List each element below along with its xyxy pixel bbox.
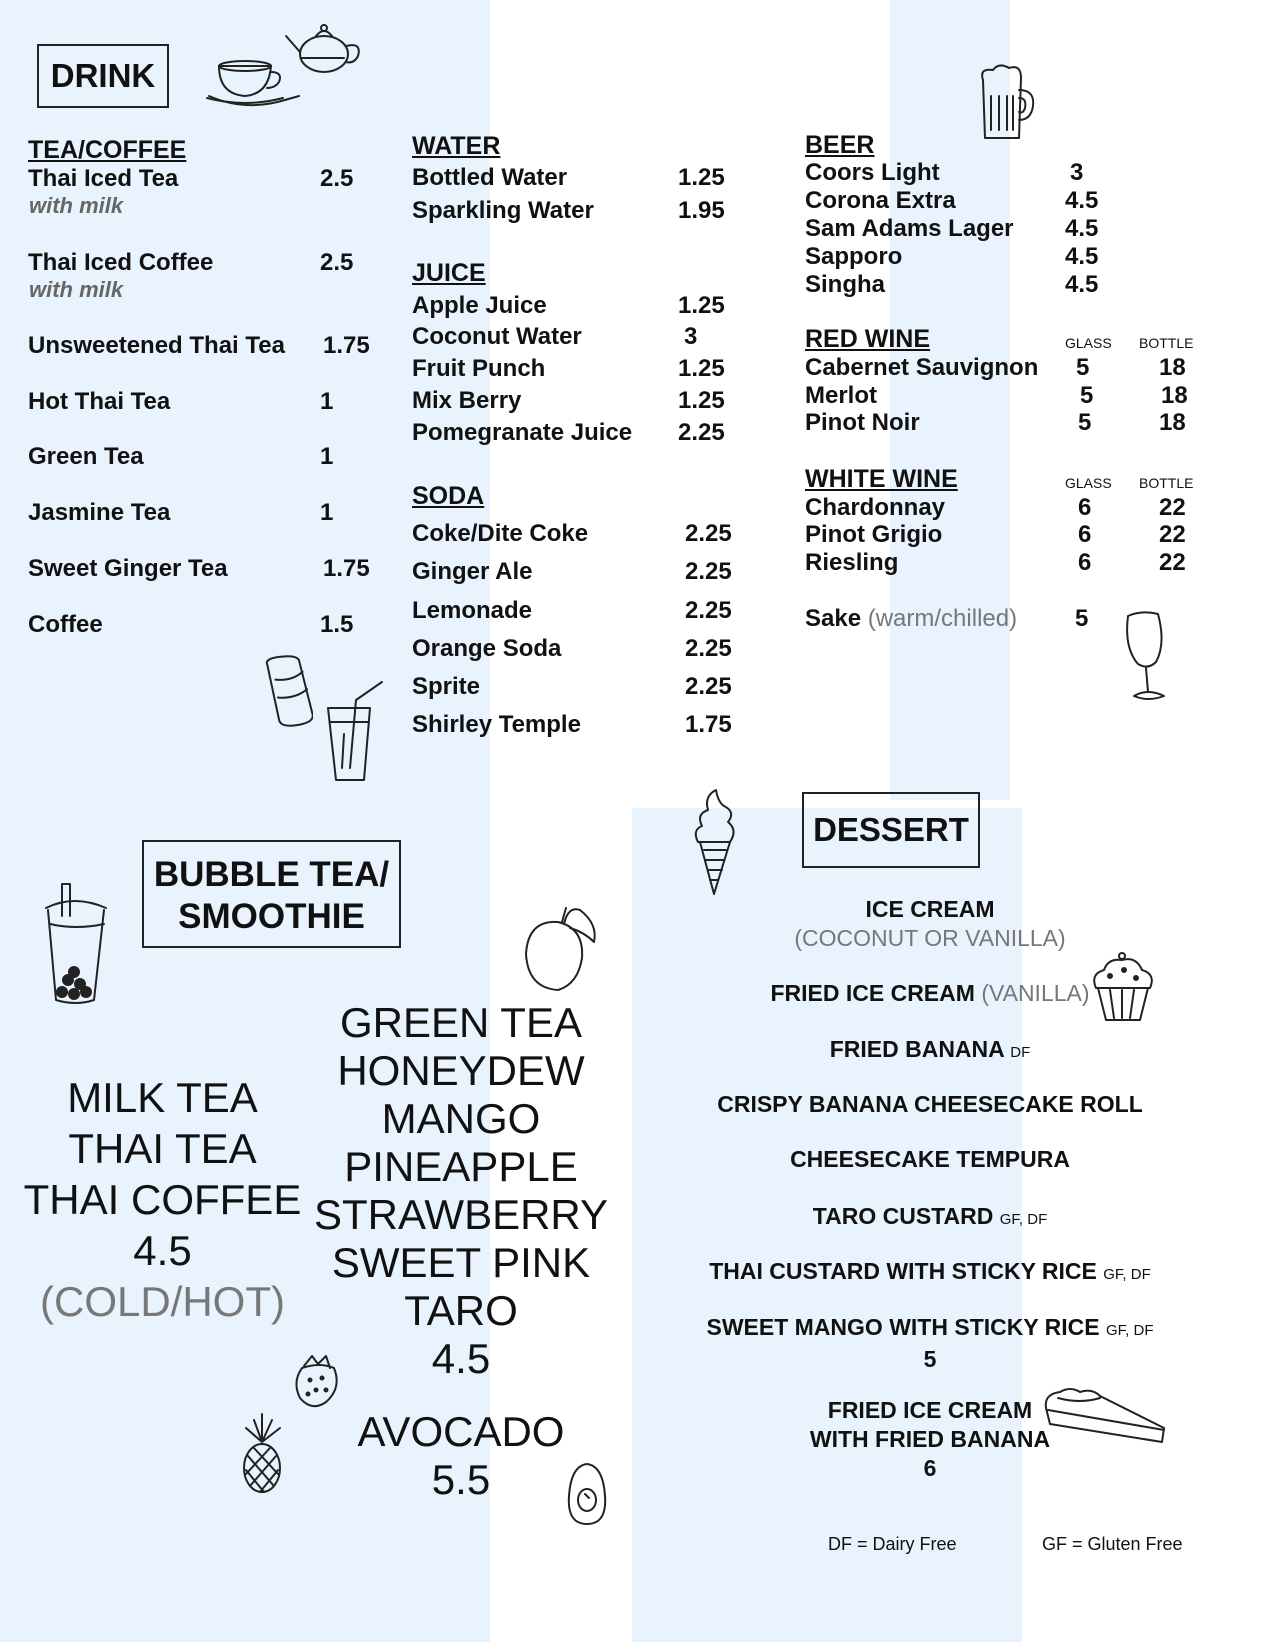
glass-price: 6 [1078,521,1092,548]
dessert-name: FRIED BANANA [829,1036,1004,1062]
menu-item-price: 4.5 [1065,243,1099,270]
menu-item-price: 1.95 [678,197,725,224]
glass-price: 5 [1078,409,1092,436]
menu-item-price: 3 [1070,159,1084,186]
sake-item [805,605,1017,633]
menu-item-note: with milk [29,277,124,302]
dessert-tag: GF, DF [999,1211,1048,1228]
dessert-crispy-roll [670,1090,1190,1119]
dessert-sweet-mango [670,1313,1190,1374]
menu-item-name: Thai Iced Tea [28,165,179,192]
bubble-left-item: THAI TEA [68,1125,257,1172]
menu-item-name: Unsweetened Thai Tea [28,332,285,359]
menu-item-price: 1 [320,388,334,415]
dessert-name: CRISPY BANANA CHEESECAKE ROLL [717,1091,1143,1117]
dessert-ice-cream [670,895,1190,953]
bubble-tea-title [142,840,401,948]
tea-coffee-heading: TEA/COFFEE [28,136,187,164]
sake-name: Sake [805,605,862,632]
avocado-price: 5.5 [431,1456,491,1503]
glass-straw-icon [322,678,386,784]
menu-item-name: Bottled Water [412,164,568,191]
dessert-thai-custard [670,1257,1190,1289]
glass-price: 6 [1078,494,1092,521]
bubble-right-item: MANGO [381,1095,541,1142]
menu-item-name: Ginger Ale [412,558,533,585]
menu-item-price: 3 [684,323,698,350]
menu-item-name: Coors Light [805,159,940,186]
menu-item-name: Sprite [412,673,481,700]
bubble-right-item: HONEYDEW [337,1047,585,1094]
dessert-title-text: DESSERT [813,811,969,848]
glass-price: 5 [1080,382,1094,409]
menu-item-name: Mix Berry [412,387,522,414]
avocado-label: AVOCADO [357,1408,565,1455]
bottle-price: 18 [1161,382,1188,409]
dessert-price: 6 [923,1455,937,1481]
menu-item-name: Merlot [805,382,877,409]
menu-item-price: 1.25 [678,355,725,382]
dessert-taro [670,1202,1190,1234]
bubble-left-list [0,1072,325,1327]
legend-dairy-free: DF = Dairy Free [828,1534,957,1554]
menu-item-name: Orange Soda [412,635,562,662]
strawberry-icon [290,1352,344,1412]
menu-item-price: 4.5 [1065,187,1099,214]
menu-item-price: 1.75 [685,711,732,738]
menu-item-name: Cabernet Sauvignon [805,354,1039,381]
white-wine-heading: WHITE WINE [805,465,958,493]
menu-item-name: Coke/Dite Coke [412,520,589,547]
dessert-name: THAI CUSTARD WITH STICKY RICE [709,1258,1097,1284]
mango-icon [518,904,604,994]
wine-glass-icon [1120,608,1170,704]
menu-item-name: Thai Iced Coffee [28,249,214,276]
dessert-title [802,792,980,868]
legend-gluten-free: GF = Gluten Free [1042,1534,1183,1554]
bubble-left-item: THAI COFFEE [23,1176,302,1223]
red-wine-heading: RED WINE [805,325,930,353]
menu-item-price: 2.25 [685,597,732,624]
menu-item-price: 1.25 [678,387,725,414]
menu-item-price: 2.25 [685,673,732,700]
dessert-name: CHEESECAKE TEMPURA [790,1146,1070,1172]
menu-item-name: Shirley Temple [412,711,581,738]
beer-mug-icon [975,62,1039,144]
bubble-right-price: 4.5 [431,1335,491,1382]
background-stripe-left [0,0,490,1642]
juice-heading: JUICE [412,259,486,287]
bubble-right-item: SWEET PINK [331,1239,591,1286]
teapot-icon [282,22,364,80]
dessert-tag: GF, DF [1103,1266,1151,1283]
soda-heading: SODA [412,482,485,510]
menu-item-name: Apple Juice [412,292,547,319]
menu-item-price: 1 [320,443,334,470]
dessert-name: ICE CREAM [865,896,995,922]
menu-item-name: Fruit Punch [412,355,546,382]
dessert-name: SWEET MANGO WITH STICKY RICE [706,1314,1100,1340]
menu-item-name: Sweet Ginger Tea [28,555,228,582]
bubble-left-item: MILK TEA [67,1074,258,1121]
bottle-label: BOTTLE [1139,475,1194,491]
avocado-icon [563,1460,611,1528]
menu-item-name: Jasmine Tea [28,499,171,526]
bubble-right-item: GREEN TEA [340,999,582,1046]
ice-cream-cone-icon [690,786,740,898]
dessert-fried-banana [670,1035,1190,1067]
menu-item-price: 1.75 [323,555,370,582]
glass-price: 6 [1078,549,1092,576]
water-heading: WATER [412,132,501,160]
drink-title [37,44,169,108]
bubble-right-item: PINEAPPLE [344,1143,578,1190]
menu-item-name: Lemonade [412,597,533,624]
menu-item-name: Singha [805,271,886,298]
menu-item-name: Sparkling Water [412,197,594,224]
menu-item-name: Coffee [28,611,103,638]
dessert-note: (VANILLA) [981,980,1090,1006]
bubble-right-item: TARO [404,1287,518,1334]
bubble-tea-title-line1: BUBBLE TEA/ [153,855,390,894]
dessert-price: 5 [923,1346,937,1372]
dessert-tag: GF, DF [1106,1322,1154,1339]
menu-item-name: Pomegranate Juice [412,419,633,446]
menu-item-price: 1 [320,499,334,526]
dessert-tempura [670,1145,1190,1174]
glass-label: GLASS [1065,335,1112,351]
glass-price: 5 [1076,354,1090,381]
menu-item-price: 2.25 [685,558,732,585]
glass-label: GLASS [1065,475,1112,491]
beer-heading: BEER [805,131,875,159]
sake-note: (warm/chilled) [867,605,1018,632]
menu-item-name: Sam Adams Lager [805,215,1014,242]
dessert-note: (COCONUT OR VANILLA) [794,925,1066,951]
menu-item-name: Hot Thai Tea [28,388,171,415]
menu-item-name: Sapporo [805,243,903,270]
bubble-right-list [310,999,612,1383]
dessert-fried-ice-cream [670,979,1190,1008]
drink-title-text: DRINK [50,57,156,94]
menu-item-name: Coconut Water [412,323,582,350]
sake-price: 5 [1075,605,1089,632]
menu-item-price: 4.5 [1065,271,1099,298]
bubble-right-item: STRAWBERRY [313,1191,609,1238]
dessert-tag: DF [1010,1044,1031,1061]
menu-item-name: Corona Extra [805,187,956,214]
bottle-price: 22 [1159,494,1186,521]
bottle-price: 22 [1159,521,1186,548]
menu-item-name: Pinot Noir [805,409,920,436]
menu-item-name: Riesling [805,549,899,576]
menu-item-price: 1.5 [320,611,354,638]
bubble-left-price: 4.5 [133,1227,192,1274]
menu-item-price: 1.25 [678,292,725,319]
bubble-left-note: (COLD/HOT) [40,1278,285,1325]
dessert-name: TARO CUSTARD [812,1203,994,1229]
menu-item-price: 4.5 [1065,215,1099,242]
bottle-price: 18 [1159,354,1186,381]
menu-item-price: 2.25 [678,419,725,446]
menu-item-name: Green Tea [28,443,144,470]
menu-item-price: 2.25 [685,520,732,547]
pineapple-icon [234,1412,290,1496]
menu-item-price: 2.5 [320,165,354,192]
bubble-tea-title-line2: SMOOTHIE [178,897,365,936]
dessert-name: FRIED ICE CREAM [770,980,975,1006]
menu-item-price: 2.5 [320,249,354,276]
bottle-price: 18 [1159,409,1186,436]
menu-item-price: 1.25 [678,164,725,191]
menu-item-name: Chardonnay [805,494,946,521]
bubble-tea-icon [38,880,112,1008]
bottle-price: 22 [1159,549,1186,576]
menu-item-price: 2.25 [685,635,732,662]
menu-item-note: with milk [29,193,124,218]
soda-can-icon [263,652,313,728]
menu-item-price: 1.75 [323,332,370,359]
pie-slice-icon [1040,1384,1170,1450]
dessert-name: FRIED ICE CREAM [827,1397,1033,1423]
bottle-label: BOTTLE [1139,335,1194,351]
menu-item-name: Pinot Grigio [805,521,943,548]
dessert-name: WITH FRIED BANANA [809,1426,1051,1452]
